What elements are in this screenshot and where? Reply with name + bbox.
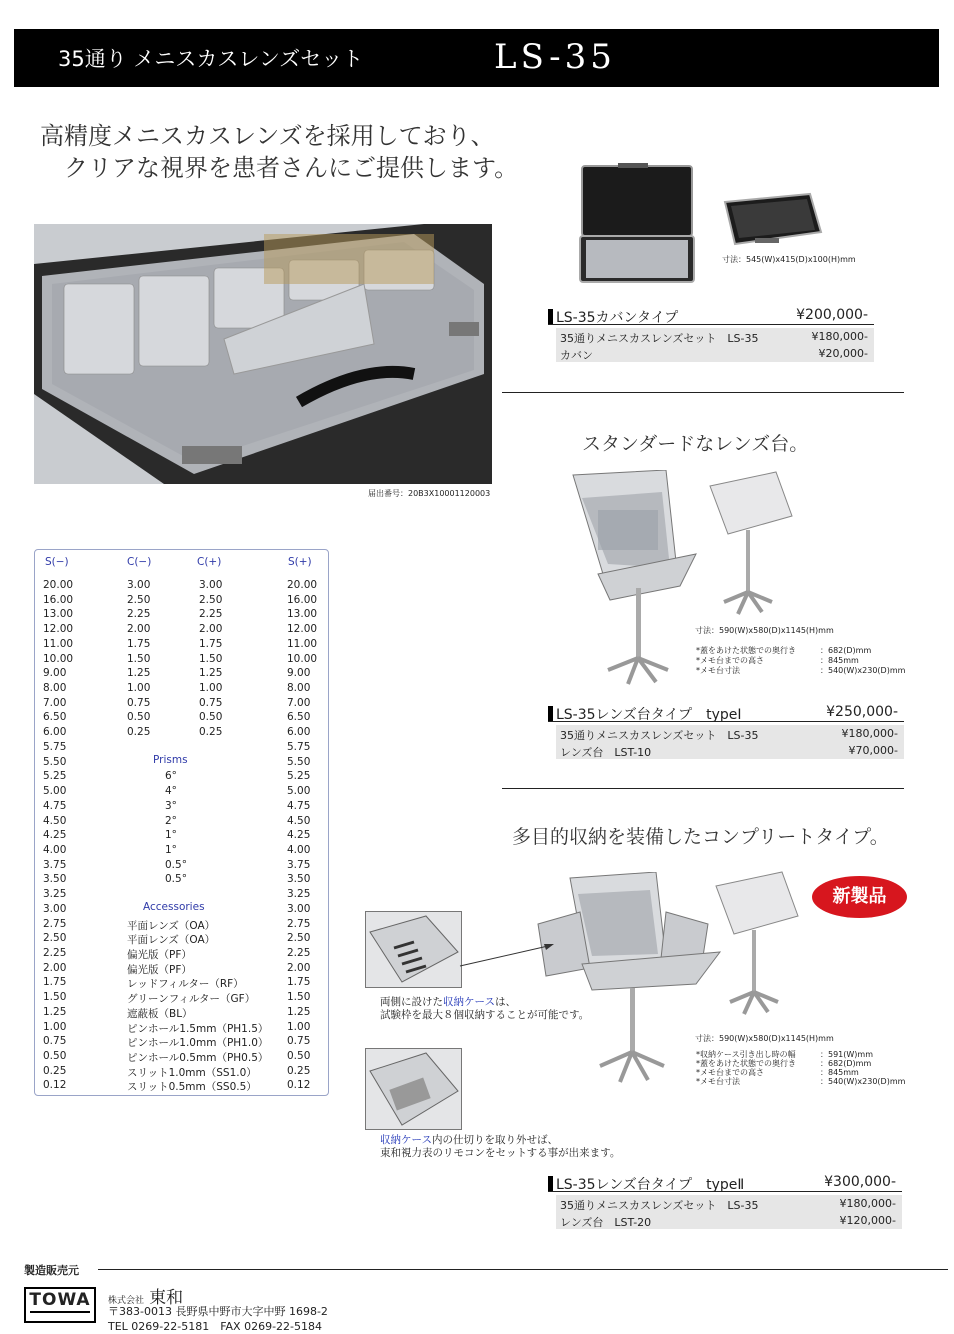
stand2-product-name: LS-35レンズ台タイプ typeⅡ xyxy=(556,1177,745,1193)
case-dimensions: 寸法：545(W)x415(D)x100(H)mm xyxy=(722,255,856,264)
s-minus-value: 6.50 xyxy=(43,711,67,724)
c-plus-value: 0.75 xyxy=(199,696,223,709)
headline-line-1: 高精度メニスカスレンズを採用しており、 xyxy=(40,122,495,150)
headline-line-2: クリアな視界を患者さんにご提供します。 xyxy=(64,154,519,182)
stand1-photo xyxy=(568,470,703,698)
c-minus-value: 1.25 xyxy=(127,667,151,680)
storage-note-1: 両側に設けた収納ケースは、 試験枠を最大８個収納することが可能です。 xyxy=(380,996,590,1021)
c-minus-value: 1.50 xyxy=(127,652,151,665)
c-minus-value: 0.25 xyxy=(127,726,151,739)
accessory-item: 遮蔽板（BL） xyxy=(127,1007,193,1020)
accessory-item: 偏光版（PF） xyxy=(127,963,192,976)
c-plus-value: 0.50 xyxy=(199,711,223,724)
c-minus-value: 1.00 xyxy=(127,682,151,695)
title-marker xyxy=(548,309,553,324)
c-plus-value: 0.25 xyxy=(199,726,223,739)
stand2-specs xyxy=(696,1050,906,1086)
s-plus-value: 2.00 xyxy=(287,961,311,974)
stand2-photo xyxy=(536,872,722,1090)
stand2-total-price: ¥300,000- xyxy=(824,1174,896,1190)
accessory-item: グリーンフィルター（GF） xyxy=(127,993,256,1006)
price-row: レンズ台 LST-10 ¥70,000- xyxy=(556,742,904,759)
s-minus-value: 16.00 xyxy=(43,593,74,606)
case-price-title xyxy=(548,308,874,325)
s-minus-value: 3.75 xyxy=(43,858,67,871)
manufacturer-label: 製造販売元 xyxy=(24,1264,79,1277)
storage-case-photo-2 xyxy=(365,1048,462,1130)
stand2-price-title xyxy=(548,1175,902,1192)
s-minus-value: 9.00 xyxy=(43,667,67,680)
c-plus-value: 3.00 xyxy=(199,579,223,591)
s-plus-value: 5.50 xyxy=(287,755,311,768)
s-plus-value: 12.00 xyxy=(287,623,318,636)
stand1-heading: スタンダードなレンズ台。 xyxy=(582,433,809,455)
s-minus-value: 12.00 xyxy=(43,623,74,636)
price-row: 35通りメニスカスレンズセット LS-35 ¥180,000- xyxy=(556,328,874,345)
stand2-heading: 多目的収納を装備したコンプリートタイプ。 xyxy=(512,826,889,848)
s-minus-value: 5.75 xyxy=(43,740,67,753)
registration-number: 届出番号：20B3X10001120003 xyxy=(368,489,491,498)
stand1-dimensions: 寸法：590(W)x580(D)x1145(H)mm xyxy=(695,626,834,635)
header-bar xyxy=(14,29,939,87)
lens-specification-table xyxy=(34,549,329,1096)
column-header: C(−) xyxy=(127,556,152,568)
c-minus-value: 0.50 xyxy=(127,711,151,724)
accessory-item: ピンホール1.0mm（PH1.0） xyxy=(127,1037,269,1050)
s-minus-value: 2.25 xyxy=(43,947,67,959)
s-plus-value: 5.75 xyxy=(287,740,311,753)
title-marker xyxy=(548,706,553,721)
s-plus-value: 11.00 xyxy=(287,637,318,650)
s-plus-value: 3.25 xyxy=(287,888,311,901)
s-plus-value: 2.50 xyxy=(287,932,311,945)
s-plus-value: 3.00 xyxy=(287,902,311,915)
spec-item: *メモ台までの高さ ：845mm xyxy=(696,1068,859,1077)
s-plus-value: 1.25 xyxy=(287,1005,311,1018)
pointer-arrow xyxy=(458,940,558,970)
prism-value: 2° xyxy=(165,814,177,827)
towa-logo: TOWA xyxy=(24,1287,96,1323)
s-minus-value: 20.00 xyxy=(43,579,74,591)
c-minus-value: 2.00 xyxy=(127,623,151,636)
model-number: LS-35 xyxy=(494,37,616,77)
stand1-total-price: ¥250,000- xyxy=(826,704,898,720)
s-plus-value: 10.00 xyxy=(287,652,318,665)
s-minus-value: 2.00 xyxy=(43,961,67,974)
storage-case-photo-1 xyxy=(365,911,462,988)
s-plus-value: 20.00 xyxy=(287,579,318,591)
prism-value: 1° xyxy=(165,829,177,842)
spec-item: *メモ台寸法 ：540(W)x230(D)mm xyxy=(696,666,906,675)
price-row: レンズ台 LST-20 ¥120,000- xyxy=(556,1212,902,1229)
s-minus-value: 7.00 xyxy=(43,696,67,709)
case-product-name: LS-35カバンタイプ xyxy=(556,310,679,326)
prism-value: 0.5° xyxy=(165,858,187,871)
c-plus-value: 1.75 xyxy=(199,637,223,650)
accessory-item: レッドフィルター（RF） xyxy=(127,978,244,991)
s-minus-value: 3.25 xyxy=(43,888,67,901)
prism-value: 3° xyxy=(165,799,177,812)
stand2-dimensions: 寸法：590(W)x580(D)x1145(H)mm xyxy=(695,1034,834,1043)
s-minus-value: 4.25 xyxy=(43,829,67,842)
accessory-item: スリット0.5mm（SS0.5） xyxy=(127,1081,257,1094)
s-plus-value: 0.50 xyxy=(287,1050,311,1063)
c-plus-value: 2.00 xyxy=(199,623,223,636)
case-total-price: ¥200,000- xyxy=(796,307,868,323)
closed-case-photo xyxy=(715,192,823,248)
section-divider xyxy=(502,392,904,393)
accessories-header: Accessories xyxy=(143,901,205,914)
spec-item: *蓋をあけた状態での奥行き ：682(D)mm xyxy=(696,1059,872,1068)
c-minus-value: 1.75 xyxy=(127,637,151,650)
case-price-block xyxy=(548,308,874,362)
s-plus-value: 0.75 xyxy=(287,1035,311,1048)
accessory-item: ピンホール0.5mm（PH0.5） xyxy=(127,1052,269,1065)
s-minus-value: 3.50 xyxy=(43,873,67,886)
s-minus-value: 1.00 xyxy=(43,1020,67,1033)
s-minus-value: 11.00 xyxy=(43,637,74,650)
s-plus-value: 4.50 xyxy=(287,814,311,827)
accessory-item: 平面レンズ（OA） xyxy=(127,919,216,932)
new-product-badge: 新製品 xyxy=(812,876,907,918)
s-plus-value: 13.00 xyxy=(287,608,318,621)
section-divider xyxy=(502,788,904,789)
s-plus-value: 4.00 xyxy=(287,843,311,856)
stand1-price-block xyxy=(548,705,904,759)
prism-value: 4° xyxy=(165,785,177,798)
main-case-photo xyxy=(34,224,492,484)
s-plus-value: 6.00 xyxy=(287,726,311,739)
c-minus-value: 2.50 xyxy=(127,593,151,606)
prism-value: 6° xyxy=(165,770,177,783)
s-plus-value: 1.00 xyxy=(287,1020,311,1033)
price-row: 35通りメニスカスレンズセット LS-35 ¥180,000- xyxy=(556,725,904,742)
s-plus-value: 4.25 xyxy=(287,829,311,842)
s-plus-value: 7.00 xyxy=(287,696,311,709)
column-header: C(+) xyxy=(197,556,222,568)
s-minus-value: 5.00 xyxy=(43,785,67,798)
company-phone: TEL 0269-22-5181 FAX 0269-22-5184 xyxy=(108,1320,323,1333)
prism-value: 0.5° xyxy=(165,873,187,886)
s-minus-value: 5.50 xyxy=(43,755,67,768)
stand1-product-name: LS-35レンズ台タイプ typeⅠ xyxy=(556,707,742,723)
s-plus-value: 8.00 xyxy=(287,682,311,695)
s-plus-value: 4.75 xyxy=(287,799,311,812)
spec-item: *収納ケース引き出し時の幅 ：591(W)mm xyxy=(696,1050,874,1059)
open-case-photo xyxy=(578,162,696,288)
s-plus-value: 2.25 xyxy=(287,947,311,959)
s-minus-value: 0.25 xyxy=(43,1064,67,1077)
s-minus-value: 1.25 xyxy=(43,1005,67,1018)
accessory-item: スリット1.0mm（SS1.0） xyxy=(127,1066,257,1079)
storage-note-2: 収納ケース内の仕切りを取り外せば、 東和視力表のリモコンをセットする事が出来ます。 xyxy=(380,1134,621,1159)
c-plus-value: 1.25 xyxy=(199,667,223,680)
stand1-specs xyxy=(696,646,906,676)
s-plus-value: 5.25 xyxy=(287,770,311,783)
s-plus-value: 6.50 xyxy=(287,711,311,724)
s-plus-value: 3.50 xyxy=(287,873,311,886)
s-plus-value: 5.00 xyxy=(287,785,311,798)
s-minus-value: 1.75 xyxy=(43,976,67,989)
c-plus-value: 1.00 xyxy=(199,682,223,695)
s-minus-value: 4.50 xyxy=(43,814,67,827)
s-minus-value: 4.00 xyxy=(43,843,67,856)
s-minus-value: 4.75 xyxy=(43,799,67,812)
s-minus-value: 1.50 xyxy=(43,991,67,1004)
s-minus-value: 5.25 xyxy=(43,770,67,783)
s-plus-value: 0.12 xyxy=(287,1079,311,1092)
price-row: 35通りメニスカスレンズセット LS-35 ¥180,000- xyxy=(556,1195,902,1212)
s-minus-value: 0.50 xyxy=(43,1050,67,1063)
company-address: 〒383-0013 長野県中野市大字中野 1698-2 xyxy=(108,1305,328,1318)
s-minus-value: 8.00 xyxy=(43,682,67,695)
s-minus-value: 13.00 xyxy=(43,608,74,621)
spec-item: *蓋をあけた状態での奥行き ：682(D)mm xyxy=(696,646,872,655)
c-minus-value: 0.75 xyxy=(127,696,151,709)
price-row: カバン ¥20,000- xyxy=(556,345,874,362)
c-minus-value: 3.00 xyxy=(127,579,151,591)
column-header: S(−) xyxy=(45,556,69,568)
s-minus-value: 3.00 xyxy=(43,902,67,915)
spec-item: *メモ台寸法 ：540(W)x230(D)mm xyxy=(696,1077,906,1086)
accessory-item: ピンホール1.5mm（PH1.5） xyxy=(127,1022,269,1035)
c-plus-value: 2.50 xyxy=(199,593,223,606)
stand2-closed-photo xyxy=(712,870,802,1020)
footer-divider xyxy=(98,1269,948,1270)
product-title: 35通り メニスカスレンズセット xyxy=(58,47,364,71)
accessory-item: 偏光版（PF） xyxy=(127,949,192,961)
company-name: 株式会社 東和 xyxy=(108,1288,184,1308)
s-minus-value: 2.75 xyxy=(43,917,67,930)
spec-item: *メモ台までの高さ ：845mm xyxy=(696,656,859,665)
s-minus-value: 6.00 xyxy=(43,726,67,739)
s-plus-value: 9.00 xyxy=(287,667,311,680)
s-plus-value: 3.75 xyxy=(287,858,311,871)
s-minus-value: 10.00 xyxy=(43,652,74,665)
stand1-closed-photo xyxy=(706,470,796,620)
s-plus-value: 16.00 xyxy=(287,593,318,606)
headline xyxy=(40,120,518,184)
s-plus-value: 0.25 xyxy=(287,1064,311,1077)
prism-value: 1° xyxy=(165,843,177,856)
s-plus-value: 1.50 xyxy=(287,991,311,1004)
prisms-header: Prisms xyxy=(153,754,188,767)
title-marker xyxy=(548,1176,553,1191)
stand2-price-block xyxy=(548,1175,902,1229)
c-plus-value: 1.50 xyxy=(199,652,223,665)
c-minus-value: 2.25 xyxy=(127,608,151,621)
s-plus-value: 2.75 xyxy=(287,917,311,930)
accessory-item: 平面レンズ（OA） xyxy=(127,934,216,947)
s-minus-value: 0.75 xyxy=(43,1035,67,1048)
s-minus-value: 0.12 xyxy=(43,1079,67,1092)
column-header: S(+) xyxy=(288,556,312,568)
stand1-price-title xyxy=(548,705,904,722)
s-plus-value: 1.75 xyxy=(287,976,311,989)
s-minus-value: 2.50 xyxy=(43,932,67,945)
c-plus-value: 2.25 xyxy=(199,608,223,621)
